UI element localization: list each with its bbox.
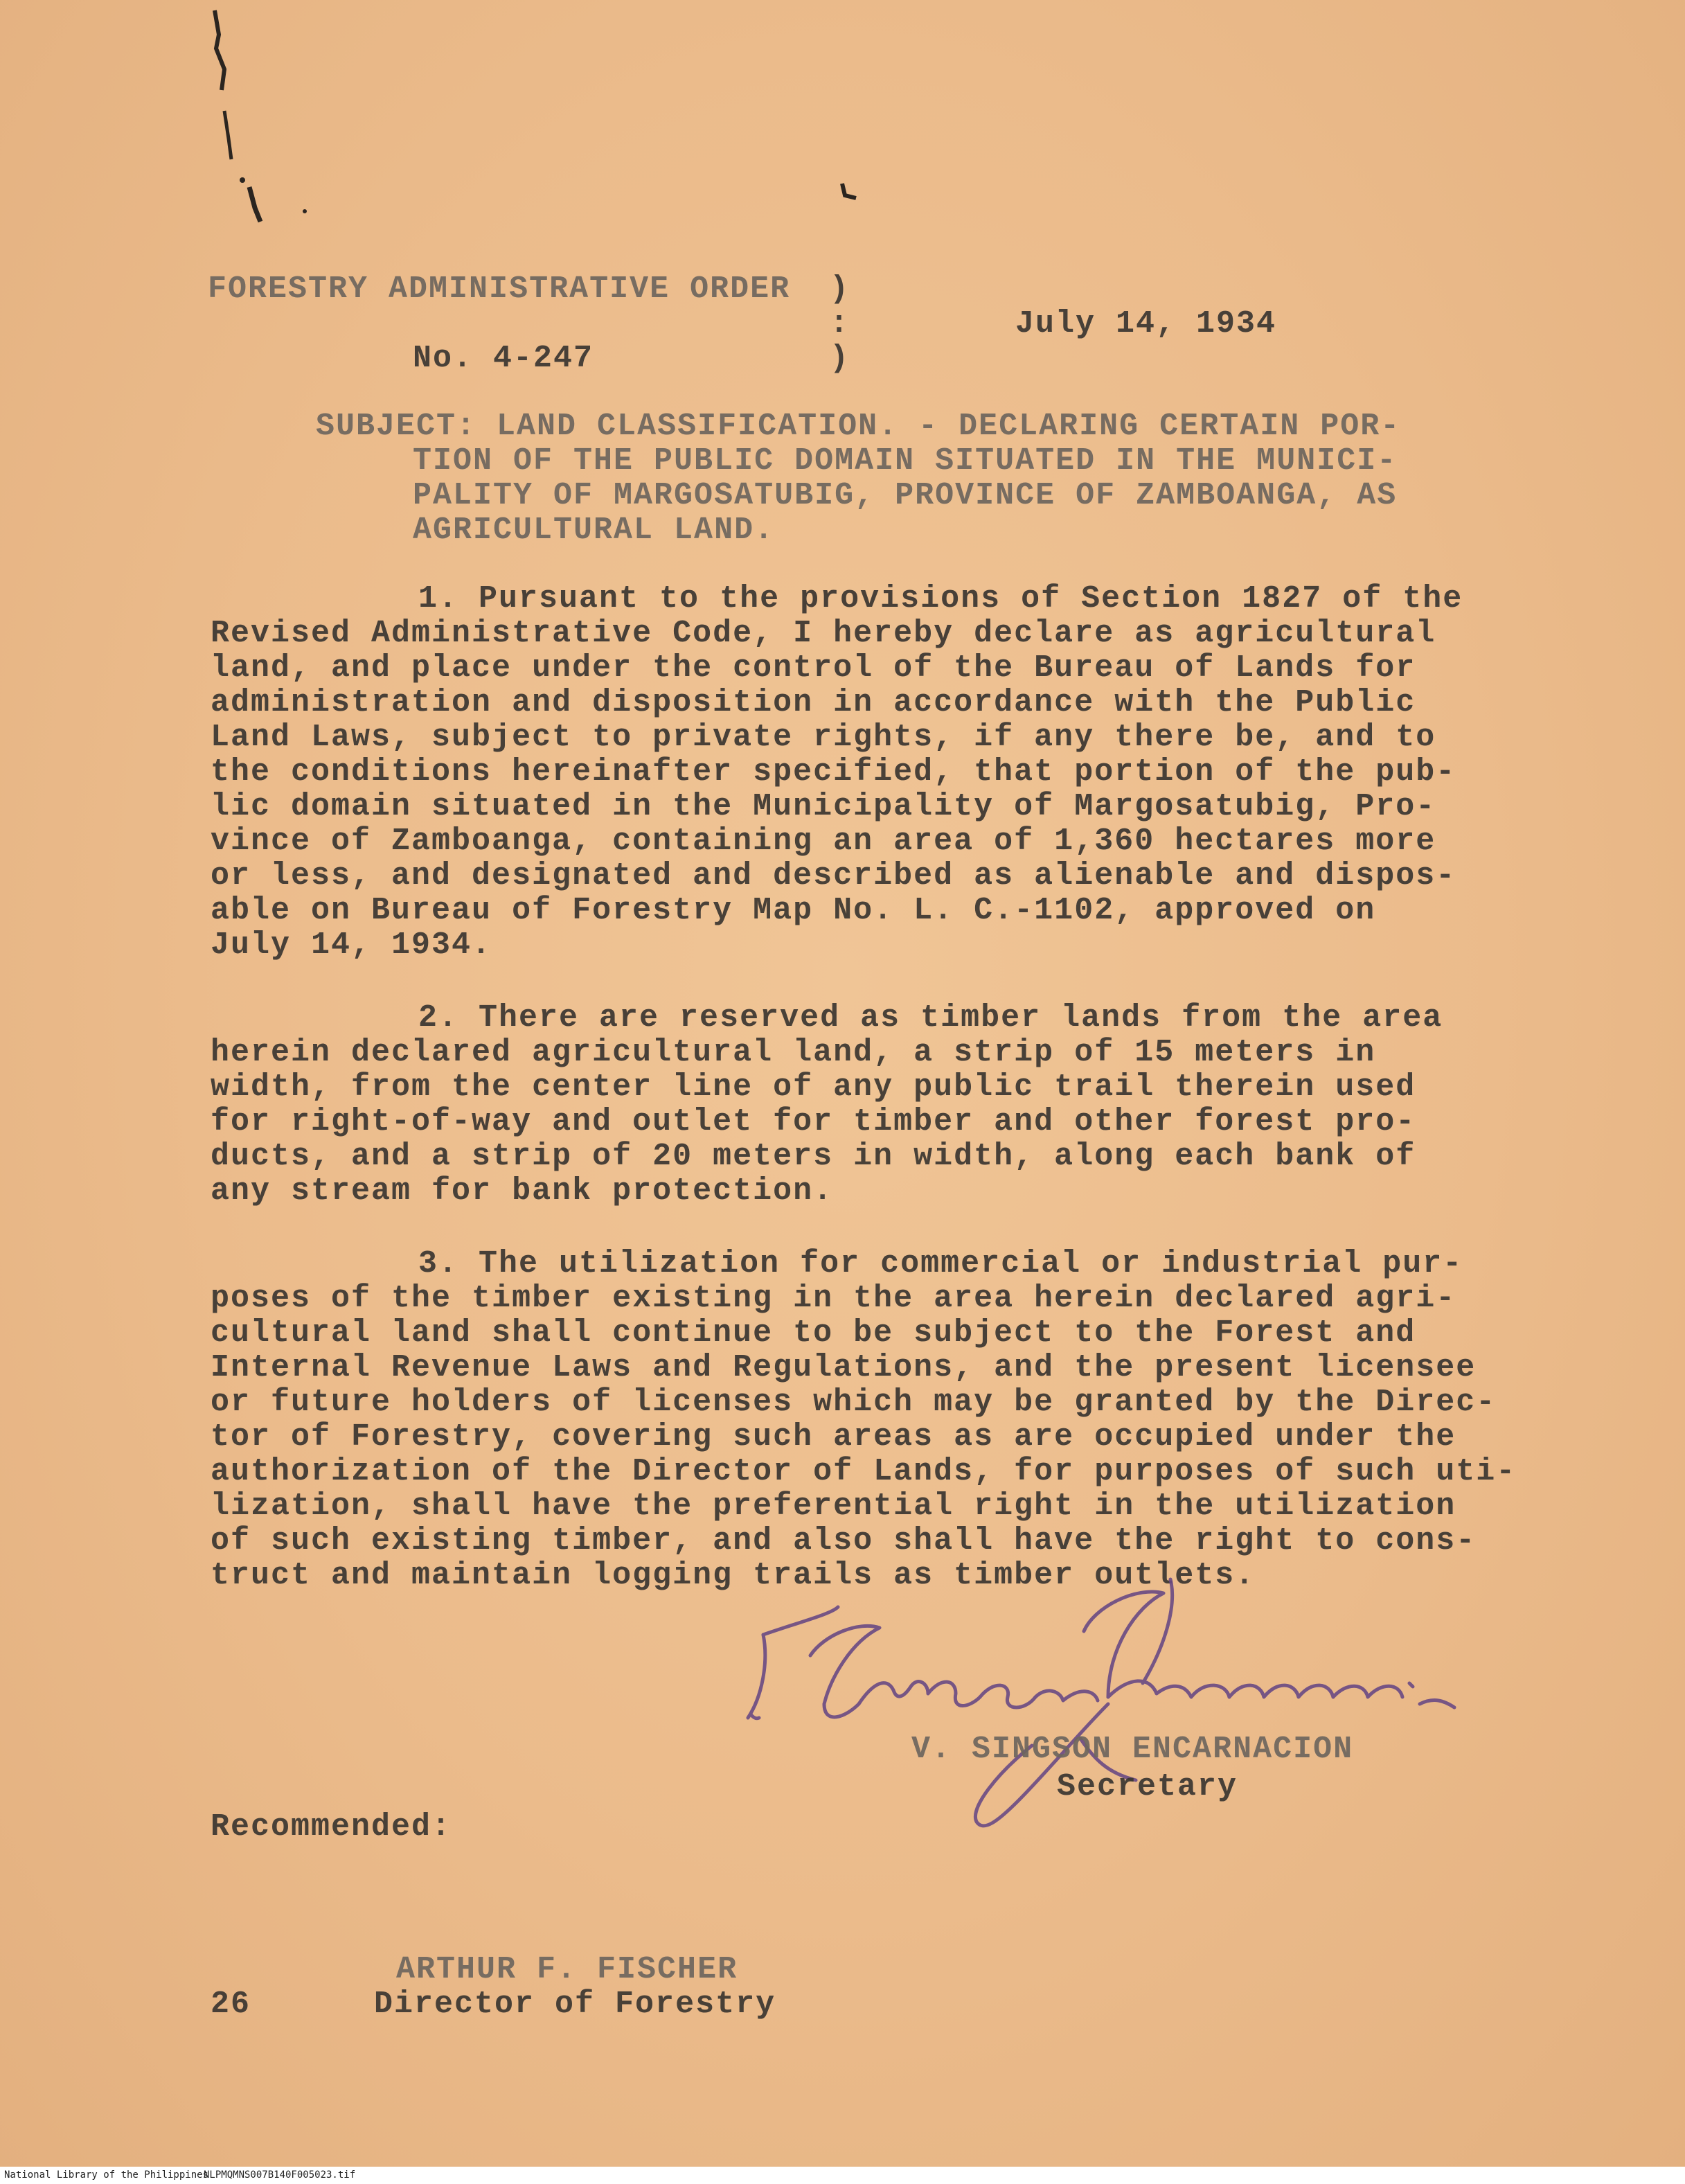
paragraph-2-line: herein declared agricultural land, a strip of 15 meters in <box>211 1035 1376 1070</box>
paragraph-3-line: lization, shall have the preferential right in the utilization <box>211 1489 1456 1524</box>
paragraph-1-line: Revised Administrative Code, I hereby declare as agricultural <box>211 616 1436 651</box>
paragraph-3-line: tor of Forestry, covering such areas as are occupied under the <box>211 1419 1456 1455</box>
footer-library: National Library of the Philippines <box>4 2169 209 2181</box>
subject-line-1: SUBJECT: LAND CLASSIFICATION. - DECLARING CERTAIN POR- <box>316 409 1401 444</box>
subject-line-2: TION OF THE PUBLIC DOMAIN SITUATED IN THE MUNICI- <box>413 443 1398 479</box>
archive-footer <box>0 2167 1685 2184</box>
paragraph-1-line: or less, and designated and described as alienable and dispos- <box>211 858 1456 894</box>
brace-bottom: ) <box>830 341 850 376</box>
paragraph-3-line: 3. The utilization for commercial or industrial pur- <box>418 1246 1463 1281</box>
paragraph-1-line: administration and disposition in accordance with the Public <box>211 685 1416 720</box>
subject-line-3: PALITY OF MARGOSATUBIG, PROVINCE OF ZAMBOANGA, AS <box>413 478 1398 513</box>
paragraph-1-line: the conditions hereinafter specified, that portion of the pub- <box>211 754 1456 790</box>
order-number: No. 4-247 <box>413 341 594 376</box>
paragraph-1-line: 1. Pursuant to the provisions of Section 1827 of the <box>418 581 1463 616</box>
paragraph-3-line: or future holders of licenses which may be granted by the Direc- <box>211 1385 1497 1420</box>
recommended-label: Recommended: <box>211 1809 452 1845</box>
footer-file-id: NLPMQMNS007B140F005023.tif <box>204 2169 356 2181</box>
paragraph-3-line: of such existing timber, and also shall have the right to cons- <box>211 1523 1477 1559</box>
brace-middle: : <box>830 306 850 341</box>
subject-line-4: AGRICULTURAL LAND. <box>413 513 775 548</box>
recommender-name: ARTHUR F. FISCHER <box>396 1952 738 1987</box>
paragraph-2-line: 2. There are reserved as timber lands from the area <box>418 1000 1443 1036</box>
paragraph-1-line: land, and place under the control of the Bureau of Lands for <box>211 650 1416 686</box>
staple-marks <box>201 7 866 229</box>
paragraph-2-line: for right-of-way and outlet for timber and other forest pro- <box>211 1104 1416 1139</box>
signatory-title: Secretary <box>1057 1769 1238 1804</box>
paragraph-3-line: truct and maintain logging trails as timber outlets. <box>211 1558 1256 1593</box>
paragraph-1-line: able on Bureau of Forestry Map No. L. C.-1102, approved on <box>211 893 1376 928</box>
paragraph-1-line: Land Laws, subject to private rights, if any there be, and to <box>211 720 1436 755</box>
paragraph-2-line: any stream for bank protection. <box>211 1173 834 1209</box>
order-date: July 14, 1934 <box>1015 306 1277 341</box>
paragraph-1-line: July 14, 1934. <box>211 927 492 963</box>
paragraph-1-line: lic domain situated in the Municipality of Margosatubig, Pro- <box>211 789 1436 824</box>
paragraph-3-line: poses of the timber existing in the area herein declared agri- <box>211 1281 1456 1316</box>
paragraph-1-line: vince of Zamboanga, containing an area of 1,360 hectares more <box>211 824 1436 859</box>
paragraph-3-line: authorization of the Director of Lands, for purposes of such uti- <box>211 1454 1517 1489</box>
recommender-title: Director of Forestry <box>374 1987 776 2022</box>
signatory-name: V. SINGSON ENCARNACION <box>911 1732 1354 1767</box>
paragraph-2-line: width, from the center line of any public trail therein used <box>211 1069 1416 1105</box>
paragraph-3-line: cultural land shall continue to be subject to the Forest and <box>211 1315 1416 1351</box>
order-title: FORESTRY ADMINISTRATIVE ORDER <box>208 272 791 307</box>
brace-top: ) <box>830 272 850 307</box>
paragraph-3-line: Internal Revenue Laws and Regulations, and the present licensee <box>211 1350 1477 1385</box>
page-number: 26 <box>211 1987 251 2022</box>
paragraph-2-line: ducts, and a strip of 20 meters in width, along each bank of <box>211 1139 1416 1174</box>
